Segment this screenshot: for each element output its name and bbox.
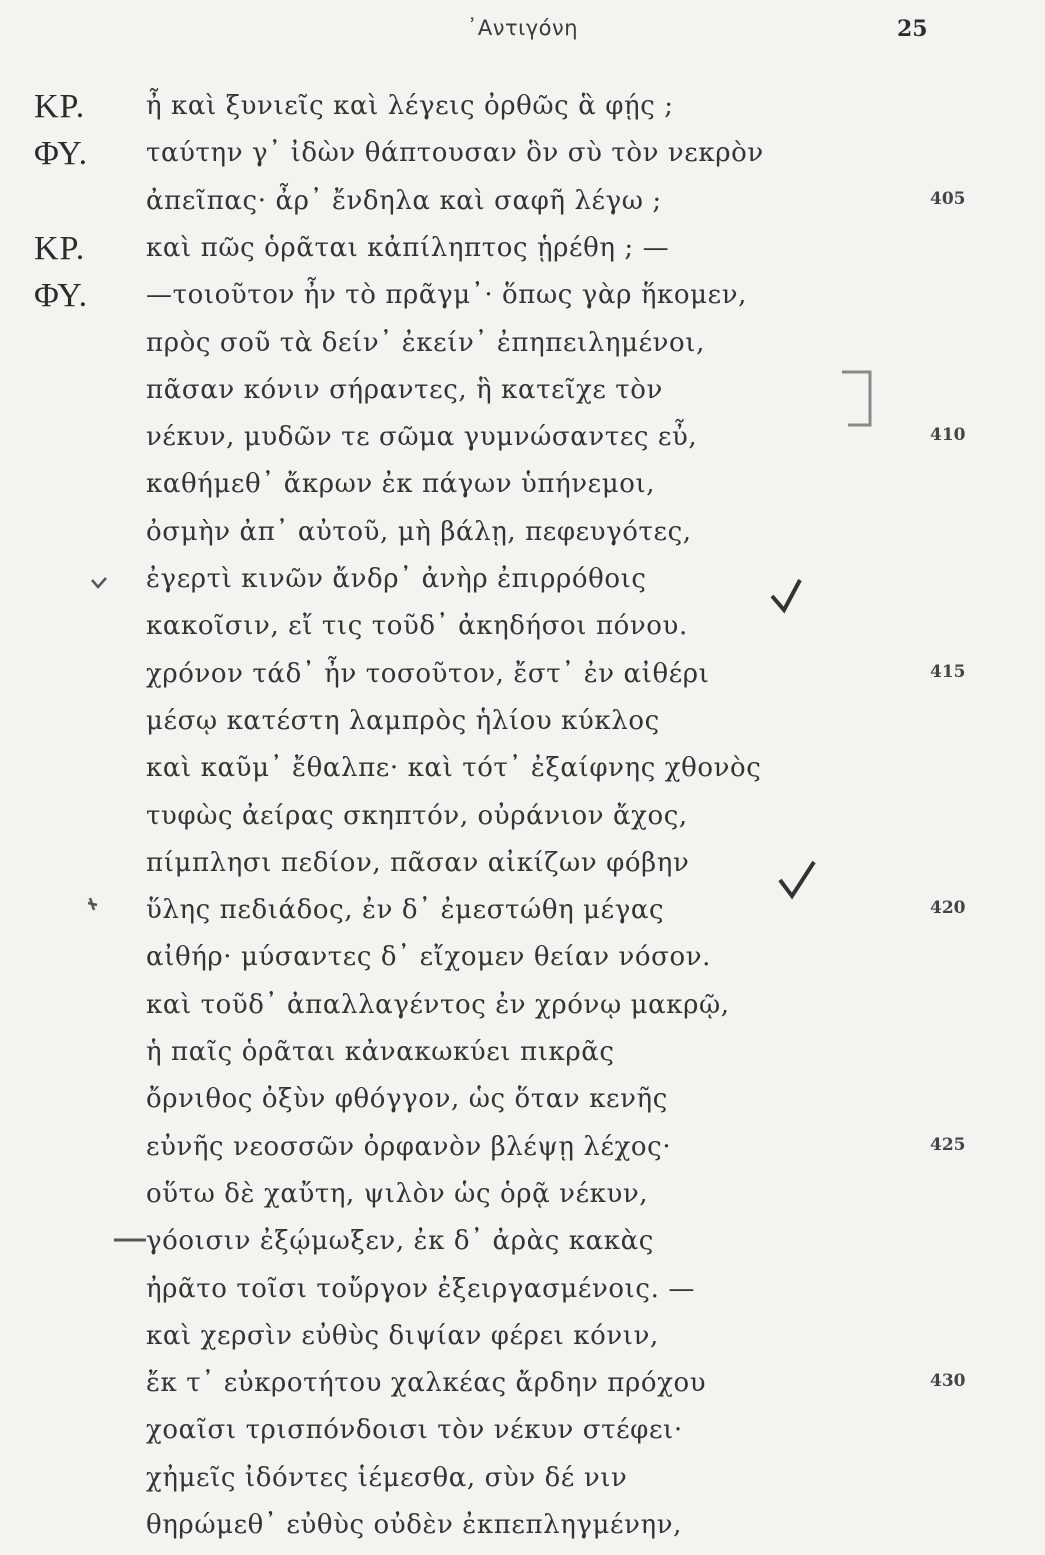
verse-text: ὀσμὴν ἀπ᾽ αὐτοῦ, μὴ βάλῃ, πεφευγότες, [146,516,692,547]
line-number: 420 [930,898,966,919]
verse-text: γόοισιν ἐξῴμωξεν, ἐκ δ᾽ ἀρὰς κακὰς [146,1226,654,1257]
verse-text: καὶ καῦμ᾽ ἔθαλπε· καὶ τότ᾽ ἐξαίφνης χθονὸς [146,753,762,784]
verse-text: πίμπλησι πεδίον, πᾶσαν αἰκίζων φόβην [146,847,690,878]
verse-text: θηρώμεθ᾽ εὐθὺς οὐδὲν ἐκπεπληγμένην, [146,1510,682,1540]
verse-text: ἡ παῖς ὁρᾶται κἀνακωκύει πικρᾶς [146,1037,615,1067]
verse-text: ὕλης πεδιάδος, ἐν δ᾽ ἐμεστώθη μέγας [146,895,665,926]
left-tick-mark [92,578,106,587]
checkmark-icon-2 [780,862,814,896]
verse-text: ἐγερτὶ κινῶν ἄνδρ᾽ ἀνὴρ ἐπιρρόθοις [146,564,647,594]
line-number: 415 [930,661,966,682]
verse-text: καθήμεθ᾽ ἄκρων ἐκ πάγων ὑπήνεμοι, [146,469,656,500]
verse-text: χοαῖσι τρισπόνδοισι τὸν νέκυν στέφει· [146,1415,683,1446]
verse-text: ἠρᾶτο τοῖσι τοὔργον ἐξειργασμένοις. — [146,1273,695,1304]
verse-text: —τοιοῦτον ἦν τὸ πρᾶγμ᾽· ὅπως γὰρ ἥκομεν, [146,280,747,311]
checkmark-icon [772,580,800,610]
verse-text: χἠμεῖς ἰδόντες ἱέμεσθα, σὺν δέ νιν [146,1462,628,1493]
star-mark [88,898,97,910]
verse-text: πᾶσαν κόνιν σήραντες, ἣ κατεῖχε τὸν [146,374,663,405]
verse-line [0,1507,1045,1555]
verse-text: καὶ πῶς ὁρᾶται κἀπίληπτος ᾑρέθη ; — [146,232,670,263]
verse-text: οὕτω δὲ χαὔτη, ψιλὸν ὡς ὁρᾷ νέκυν, [146,1178,649,1209]
line-number: 430 [930,1371,966,1392]
verse-text: καὶ τοῦδ᾽ ἀπαλλαγέντος ἐν χρόνῳ μακρῷ, [146,989,730,1020]
verse-text: κακοῖσιν, εἴ τις τοῦδ᾽ ἀκηδήσοι πόνου. [146,611,688,642]
verse-text: χρόνον τάδ᾽ ἦν τοσοῦτον, ἔστ᾽ ἐν αἰθέρι [146,658,710,689]
verse-text: πρὸς σοῦ τὰ δείν᾽ ἐκείν᾽ ἐπηπειλημένοι, [146,327,705,358]
verse-text: μέσῳ κατέστη λαμπρὸς ἡλίου κύκλος [146,705,660,736]
line-number: 410 [930,425,966,446]
verse-text: νέκυν, μυδῶν τε σῶμα γυμνώσαντες εὖ, [146,422,698,453]
verse-text: ὄρνιθος ὀξὺν φθόγγον, ὡς ὅταν κενῆς [146,1084,668,1115]
verse-text: αἰθήρ· μύσαντες δ᾽ εἴχομεν θείαν νόσον. [146,942,711,973]
verse-text: ἔκ τ᾽ εὐκροτήτου χαλκέας ἄρδην πρόχου [146,1368,707,1399]
verse-text: ἀπεῖπας· ἆρ᾽ ἔνδηλα καὶ σαφῆ λέγω ; [146,185,662,216]
verse-text: εὐνῆς νεοσσῶν ὀρφανὸν βλέψῃ λέχος· [146,1131,672,1162]
speaker-label: ΚΡ. [34,229,86,267]
verse-text: τυφὼς ἀείρας σκηπτόν, οὐράνιον ἄχος, [146,800,688,831]
line-number: 425 [930,1134,966,1155]
verse-text: ταύτην γ᾽ ἰδὼν θάπτουσαν ὃν σὺ τὸν νεκρὸν [146,138,764,169]
speaker-label: ΦΥ. [34,277,89,315]
page-number: 25 [897,16,928,42]
speaker-label: ΚΡ. [34,88,86,125]
running-title: ᾽Αντιγόνη [466,16,579,40]
verse-text: ἦ καὶ ξυνιεῖς καὶ λέγεις ὀρθῶς ἃ φῄς ; [146,91,674,121]
line-number: 405 [930,188,966,209]
bracket-mark [842,372,870,425]
speaker-label: ΦΥ. [34,135,89,173]
verse-text: καὶ χερσὶν εὐθὺς διψίαν φέρει κόνιν, [146,1320,659,1351]
